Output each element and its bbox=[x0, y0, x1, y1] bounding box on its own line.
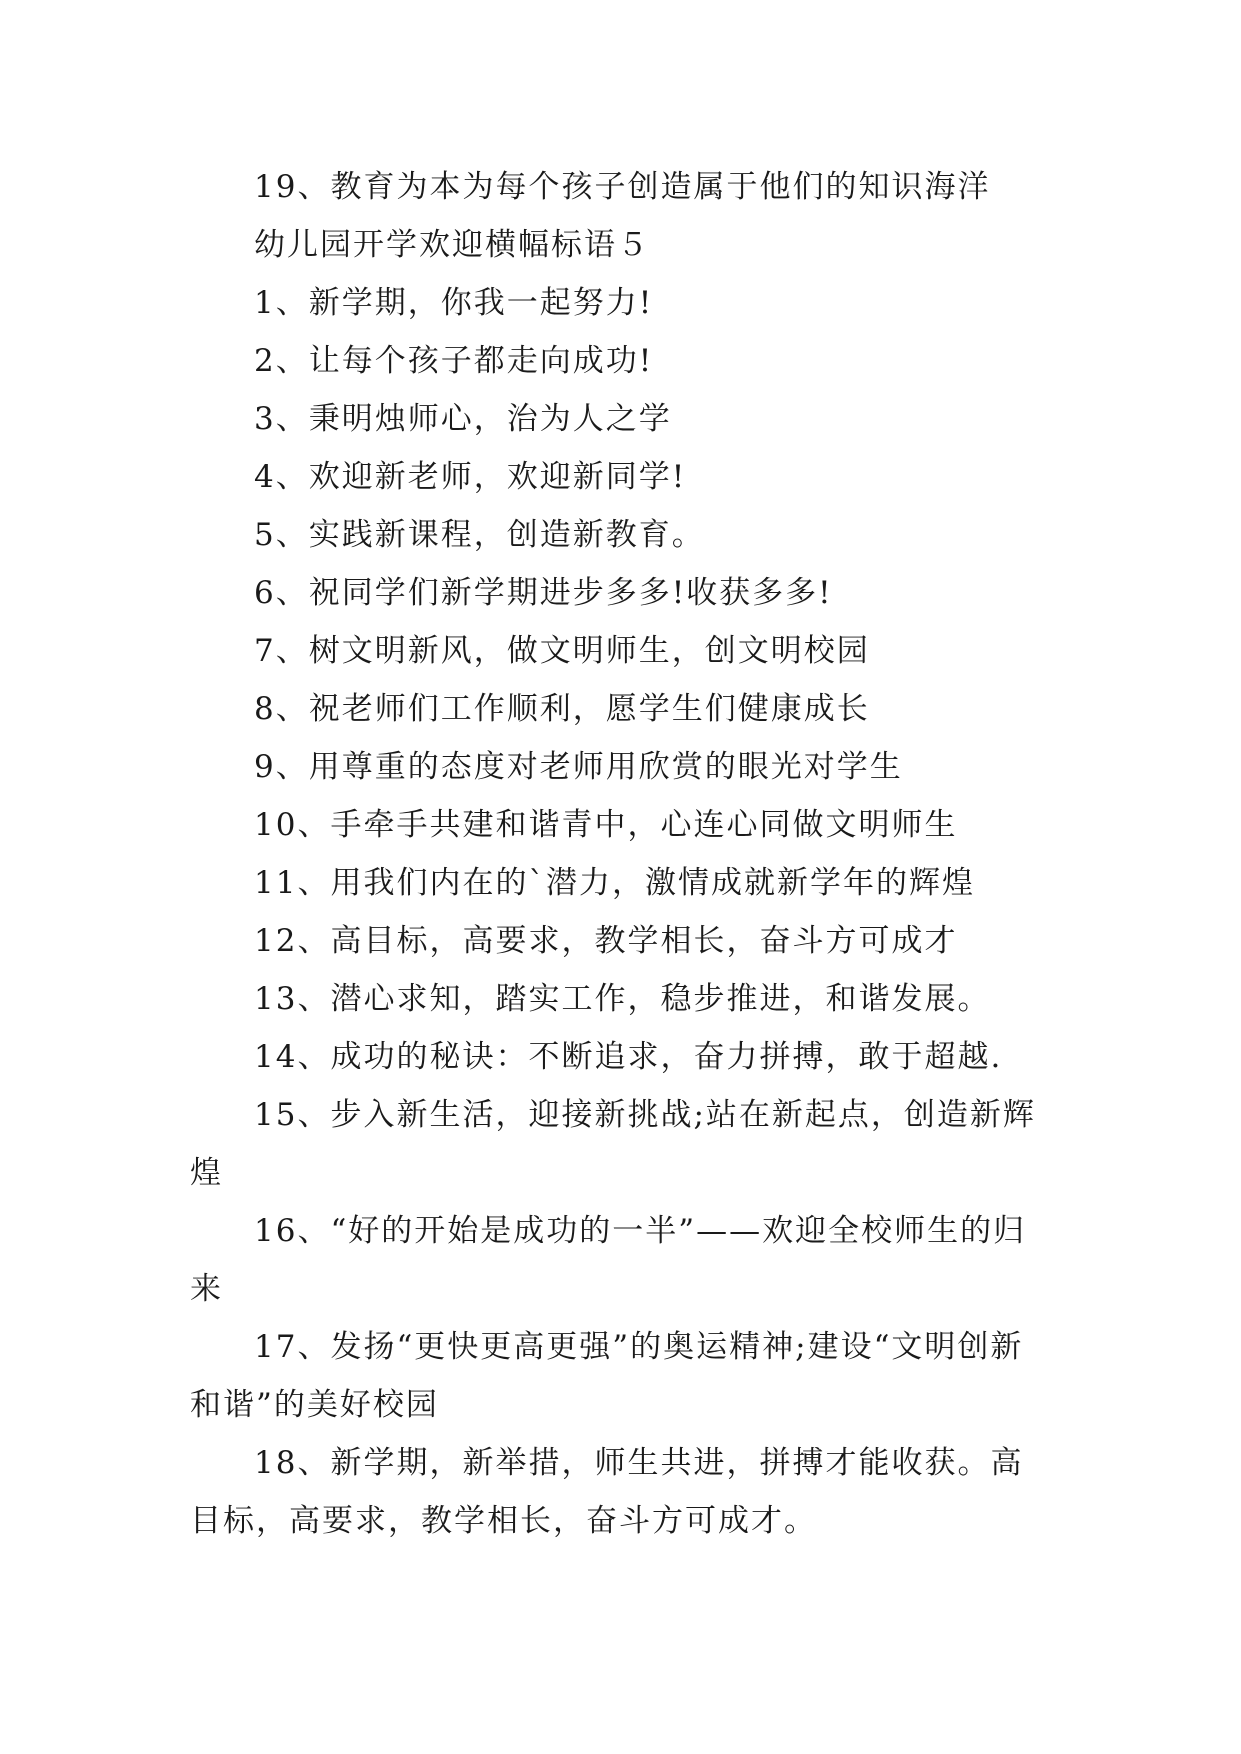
paragraph-15: 15、步入新生活，迎接新挑战;站在新起点，创造新辉煌 bbox=[190, 1097, 1036, 1191]
paragraph-8: 8、祝老师们工作顺利，愿学生们健康成长 bbox=[254, 691, 870, 727]
paragraph-16: 16、“好的开始是成功的一半”——欢迎全校师生的归来 bbox=[190, 1213, 1027, 1307]
paragraph-10: 10、手牵手共建和谐青中，心连心同做文明师生 bbox=[254, 807, 958, 843]
paragraph-6: 6、祝同学们新学期进步多多!收获多多! bbox=[254, 575, 833, 611]
paragraph-4: 4、欢迎新老师，欢迎新同学! bbox=[254, 459, 687, 495]
paragraph-19: 19、教育为本为每个孩子创造属于他们的知识海洋 bbox=[254, 169, 991, 205]
paragraph-18: 18、新学期，新举措，师生共进，拼搏才能收获。高目标，高要求，教学相长，奋斗方可成才。 bbox=[190, 1445, 1024, 1539]
paragraph-12: 12、高目标，高要求，教学相长，奋斗方可成才 bbox=[254, 923, 958, 959]
paragraph-13: 13、潜心求知，踏实工作，稳步推进，和谐发展。 bbox=[254, 981, 991, 1017]
paragraph-3: 3、秉明烛师心，治为人之学 bbox=[254, 401, 672, 437]
document-body bbox=[190, 158, 1056, 1550]
paragraph-9: 9、用尊重的态度对老师用欣赏的眼光对学生 bbox=[254, 749, 903, 785]
paragraph-7: 7、树文明新风，做文明师生，创文明校园 bbox=[254, 633, 870, 669]
paragraph-11: 11、用我们内在的`潜力，激情成就新学年的辉煌 bbox=[254, 865, 975, 901]
paragraph-14: 14、成功的秘诀：不断追求，奋力拼搏，敢于超越. bbox=[254, 1039, 1003, 1075]
paragraph-2: 2、让每个孩子都走向成功! bbox=[254, 343, 654, 379]
paragraph-17: 17、发扬“更快更高更强”的奥运精神;建设“文明创新和谐”的美好校园 bbox=[190, 1329, 1024, 1423]
section-heading: 幼儿园开学欢迎横幅标语５ bbox=[254, 227, 650, 263]
paragraph-1: 1、新学期，你我一起努力! bbox=[254, 285, 654, 321]
paragraph-5: 5、实践新课程，创造新教育。 bbox=[254, 517, 705, 553]
